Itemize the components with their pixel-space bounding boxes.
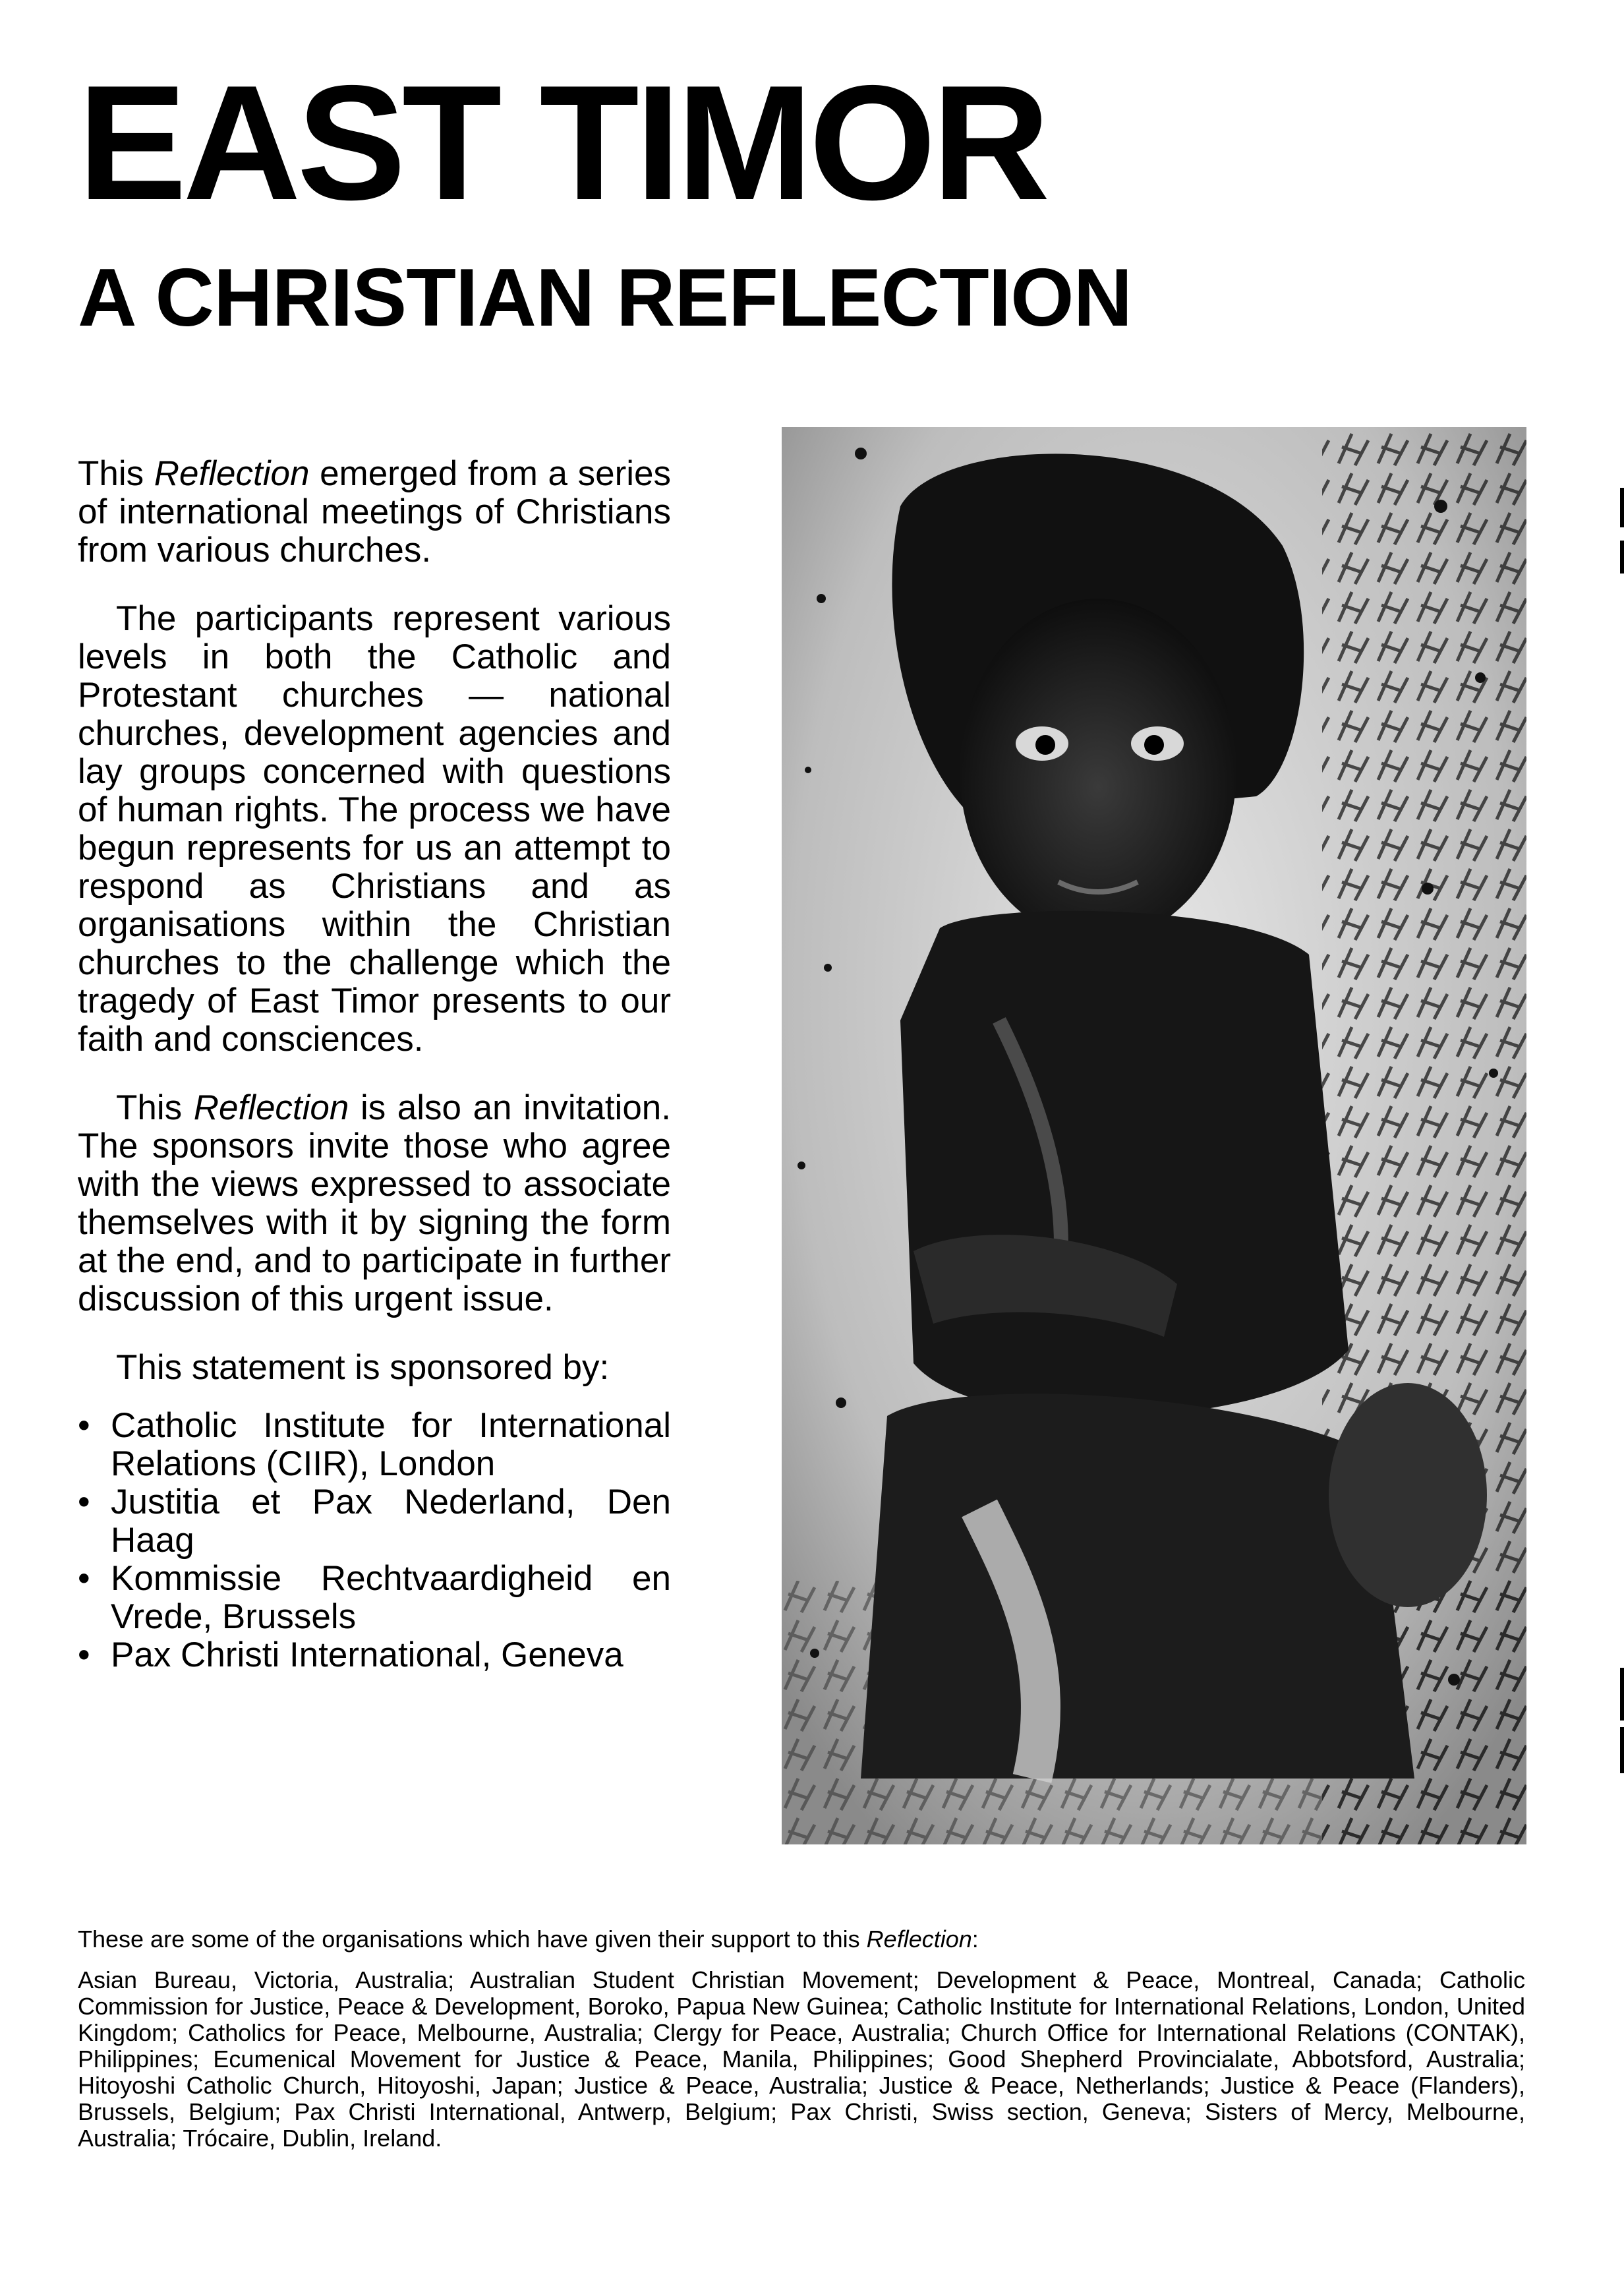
margin-mark <box>1620 488 1624 527</box>
support-section <box>78 1926 1525 2152</box>
intro-paragraph-3: This Reflection is also an invitation. The sponsors invite those who agree with the views expressed to associate themselves with it by signing the form at the end, and to participate in further discussion of this urgent issue. <box>78 1088 671 1318</box>
list-item: • Catholic Institute for International Relations (CIIR), London <box>78 1407 671 1483</box>
intro-paragraph-1: This Reflection emerged from a series of international meetings of Christians from various churches. <box>78 454 671 570</box>
page-title: EAST TIMOR <box>78 51 1047 234</box>
support-intro: These are some of the organisations which have given their support to this Reflection: <box>78 1926 979 1953</box>
list-item: • Kommissie Rechtvaardigheid en Vrede, Brussels <box>78 1560 671 1636</box>
reflection-emphasis: Reflection <box>193 1088 349 1127</box>
sponsor-list <box>78 1407 671 1674</box>
margin-mark <box>1620 541 1624 574</box>
reflection-emphasis: Reflection <box>866 1926 972 1953</box>
sponsored-by-label: This statement is sponsored by: <box>116 1348 610 1387</box>
reflection-emphasis: Reflection <box>154 454 310 493</box>
margin-mark <box>1620 1668 1624 1720</box>
supporting-organisations-list: Asian Bureau, Victoria, Australia; Australian Student Christian Movement; Development & Peace, Montreal, Canada; Catholic Commission for Justice, Peace & Development, Boroko, Papua New Guinea; Catholic Institute for International Relations, London, United Kingdom; Catholics for Peace, Melbourne, Australia; Clergy for Peace, Australia; Church Office for International Relations (CONTAK), Philippines; Ecumenical Movement for Justice & Peace, Manila, Philippines; Good Shepherd Provincialate, Abbotsford, Australia; Hitoyoshi Catholic Church, Hitoyoshi, Japan; Justice & Peace, Australia; Justice & Peace, Netherlands; Justice & Peace (Flanders), Brussels, Belgium; Pax Christi International, Antwerp, Belgium; Pax Christi, Swiss section, Geneva; Sisters of Mercy, Melbourne, Australia; Trócaire, Dublin, Ireland. <box>78 1966 1525 2152</box>
photograph-of-child-icon <box>782 427 1526 1844</box>
intro-column <box>78 455 671 1674</box>
page-subtitle: A CHRISTIAN REFLECTION <box>78 252 1132 343</box>
list-item: • Pax Christi International, Geneva <box>78 1636 671 1674</box>
list-item: • Justitia et Pax Nederland, Den Haag <box>78 1483 671 1560</box>
intro-paragraph-2: The participants represent various levels in both the Catholic and Protestant churches — national churches, development agencies and lay groups concerned with questions of human rights. The process we have begun represents for us an attempt to respond as Christians and as organisations within the Christian churches to the challenge which the tragedy of East Timor presents to our faith and consciences. <box>78 599 671 1059</box>
margin-mark <box>1620 1727 1624 1773</box>
